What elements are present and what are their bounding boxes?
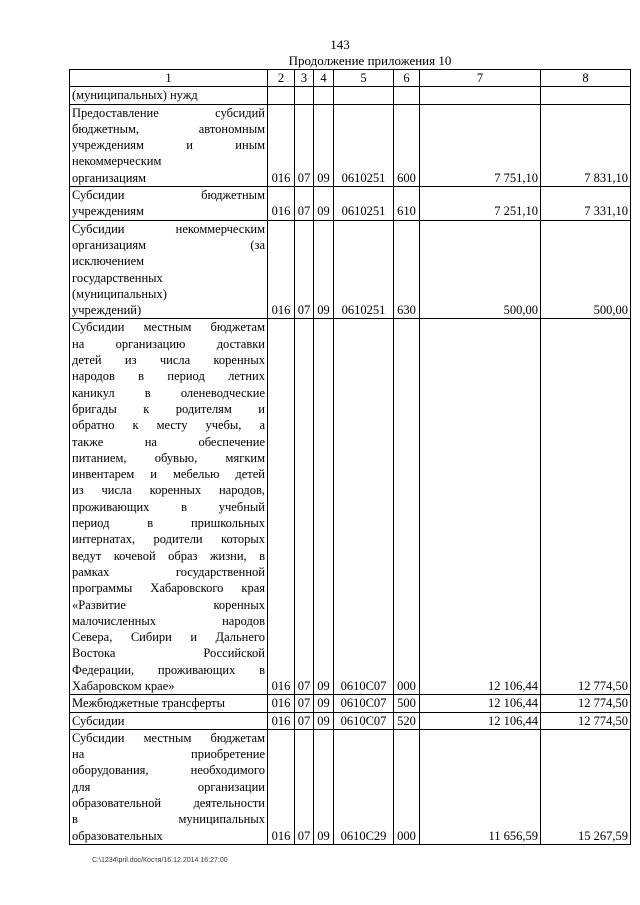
amount-column-7: 12 106,44 — [420, 695, 541, 712]
amount-column-7: 7 251,10 — [420, 187, 541, 221]
subsection-code: 09 — [314, 187, 334, 221]
file-path-footer: C:\1234\pril.doc/Костя/16.12.2014 16:27:00 — [92, 857, 228, 864]
description-line: образовательных — [72, 828, 163, 843]
description-line: Предоставление субсидий — [72, 105, 265, 120]
description-line: Востока Российской — [72, 646, 265, 661]
row-description — [70, 729, 268, 844]
expense-type-code — [394, 87, 420, 104]
description-line: «Развитие коренных — [72, 597, 265, 612]
table-row — [70, 729, 631, 844]
target-article-code: 0610251 — [334, 187, 394, 221]
column-header-8: 8 — [541, 70, 631, 87]
table-header-row — [70, 70, 631, 87]
amount-column-8 — [541, 87, 631, 104]
subsection-code: 09 — [314, 695, 334, 712]
section-code: 07 — [295, 712, 314, 729]
row-description — [70, 220, 268, 319]
ministry-code: 016 — [268, 187, 295, 221]
description-line: обратно к месту учебы, а — [72, 418, 265, 433]
description-line: организациям (за — [72, 237, 265, 252]
subsection-code — [314, 87, 334, 104]
description-line: некоммерческим — [72, 154, 162, 169]
description-line: Субсидии местным бюджетам — [72, 320, 265, 335]
target-article-code: 0610С07 — [334, 319, 394, 695]
table-row — [70, 220, 631, 319]
description-line: программы Хабаровского края — [72, 581, 265, 596]
row-description — [70, 712, 268, 729]
amount-column-8: 500,00 — [541, 220, 631, 319]
target-article-code: 0610С07 — [334, 712, 394, 729]
column-header-6: 6 — [394, 70, 420, 87]
description-line: Федерации, проживающих в — [72, 662, 265, 677]
expense-type-code: 630 — [394, 220, 420, 319]
row-description — [70, 319, 268, 695]
section-code: 07 — [295, 319, 314, 695]
description-line: период в пришкольных — [72, 516, 265, 531]
section-code — [295, 87, 314, 104]
description-line: питанием, обувью, мягким — [72, 450, 265, 465]
description-line: Межбюджетные трансферты — [72, 696, 226, 711]
appendix-continuation-note: Продолжение приложения 10 — [288, 53, 452, 68]
section-code: 07 — [295, 187, 314, 221]
description-line: учреждениям — [72, 204, 144, 219]
description-line: детей из числа коренных — [72, 353, 265, 368]
description-line: проживающих в учебный — [72, 499, 265, 514]
description-line: бригады к родителям и — [72, 401, 265, 416]
table-row — [70, 87, 631, 104]
amount-column-8: 15 267,59 — [541, 729, 631, 844]
column-header-7: 7 — [420, 70, 541, 87]
description-line: организациям — [72, 170, 147, 185]
section-code: 07 — [295, 729, 314, 844]
amount-column-7: 12 106,44 — [420, 712, 541, 729]
description-line: бюджетным, автономным — [72, 121, 265, 136]
target-article-code: 0610С29 — [334, 729, 394, 844]
column-header-3: 3 — [295, 70, 314, 87]
expense-type-code: 000 — [394, 319, 420, 695]
amount-column-8: 7 331,10 — [541, 187, 631, 221]
description-line: государственных — [72, 270, 163, 285]
row-description — [70, 104, 268, 186]
description-line: для организации — [72, 779, 265, 794]
budget-table — [69, 69, 631, 845]
subsection-code: 09 — [314, 104, 334, 186]
ministry-code: 016 — [268, 104, 295, 186]
target-article-code — [334, 87, 394, 104]
description-line: исключением — [72, 254, 145, 269]
amount-column-7: 11 656,59 — [420, 729, 541, 844]
row-description — [70, 695, 268, 712]
description-line: рамках государственной — [72, 564, 265, 579]
description-line: Субсидии — [72, 713, 125, 728]
target-article-code: 0610251 — [334, 104, 394, 186]
column-header-1: 1 — [70, 70, 268, 87]
expense-type-code: 000 — [394, 729, 420, 844]
table-row — [70, 712, 631, 729]
ministry-code: 016 — [268, 712, 295, 729]
table-row — [70, 319, 631, 695]
description-line: (муниципальных) нужд — [72, 88, 198, 103]
description-line: интернатах, родители которых — [72, 532, 265, 547]
description-line: на приобретение — [72, 747, 265, 762]
amount-column-8: 12 774,50 — [541, 712, 631, 729]
ministry-code: 016 — [268, 729, 295, 844]
description-line: каникул в оленеводческие — [72, 385, 265, 400]
description-line: малочисленных народов — [72, 613, 265, 628]
amount-column-8: 12 774,50 — [541, 319, 631, 695]
subsection-code: 09 — [314, 220, 334, 319]
amount-column-8: 7 831,10 — [541, 104, 631, 186]
ministry-code: 016 — [268, 695, 295, 712]
description-line: учреждений) — [72, 303, 142, 318]
description-line: учреждениям и иным — [72, 138, 265, 153]
expense-type-code: 520 — [394, 712, 420, 729]
amount-column-7: 7 751,10 — [420, 104, 541, 186]
table-row — [70, 104, 631, 186]
amount-column-7 — [420, 87, 541, 104]
description-line: также на обеспечение — [72, 434, 265, 449]
description-line: Субсидии бюджетным — [72, 188, 265, 203]
subsection-code: 09 — [314, 319, 334, 695]
target-article-code: 0610С07 — [334, 695, 394, 712]
description-line: из числа коренных народов, — [72, 483, 265, 498]
section-code: 07 — [295, 220, 314, 319]
expense-type-code: 500 — [394, 695, 420, 712]
target-article-code: 0610251 — [334, 220, 394, 319]
ministry-code: 016 — [268, 319, 295, 695]
section-code: 07 — [295, 104, 314, 186]
description-line: Севера, Сибири и Дальнего — [72, 630, 265, 645]
description-line: Субсидии некоммерческим — [72, 221, 265, 236]
row-description — [70, 187, 268, 221]
subsection-code: 09 — [314, 729, 334, 844]
column-header-5: 5 — [334, 70, 394, 87]
page-number: 143 — [330, 37, 350, 52]
ministry-code — [268, 87, 295, 104]
subsection-code: 09 — [314, 712, 334, 729]
description-line: Хабаровском крае» — [72, 678, 175, 693]
column-header-2: 2 — [268, 70, 295, 87]
description-line: оборудования, необходимого — [72, 763, 265, 778]
expense-type-code: 610 — [394, 187, 420, 221]
description-line: народов в период летних — [72, 369, 265, 384]
row-description — [70, 87, 268, 104]
description-line: (муниципальных) — [72, 286, 167, 301]
description-line: Субсидии местным бюджетам — [72, 730, 265, 745]
amount-column-8: 12 774,50 — [541, 695, 631, 712]
column-header-4: 4 — [314, 70, 334, 87]
table-row — [70, 187, 631, 221]
description-line: на организацию доставки — [72, 336, 265, 351]
description-line: ведут кочевой образ жизни, в — [72, 548, 265, 563]
section-code: 07 — [295, 695, 314, 712]
ministry-code: 016 — [268, 220, 295, 319]
description-line: образовательной деятельности — [72, 796, 265, 811]
amount-column-7: 500,00 — [420, 220, 541, 319]
expense-type-code: 600 — [394, 104, 420, 186]
amount-column-7: 12 106,44 — [420, 319, 541, 695]
description-line: в муниципальных — [72, 812, 265, 827]
description-line: инвентарем и мебелью детей — [72, 467, 265, 482]
table-row — [70, 695, 631, 712]
